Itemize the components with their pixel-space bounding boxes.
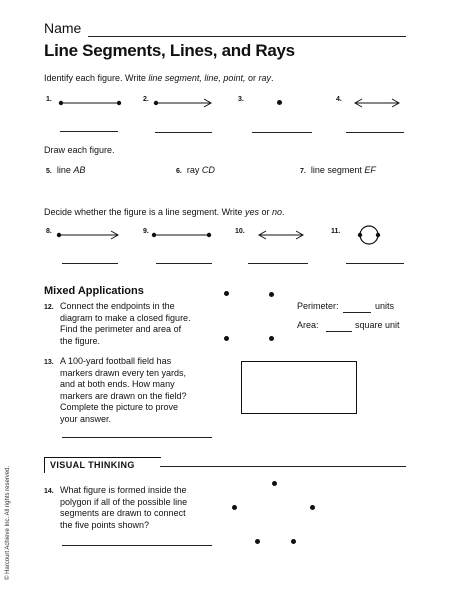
- item-2-number: 2.: [143, 96, 149, 103]
- item-8-number: 8.: [46, 228, 52, 235]
- q13-number: 13.: [44, 359, 54, 366]
- endpoint-dot: [269, 336, 274, 341]
- q13-answer-line[interactable]: [62, 437, 212, 438]
- section2-instructions: Draw each figure.: [44, 145, 115, 155]
- visual-thinking-heading: VISUAL THINKING: [50, 460, 135, 470]
- copyright-notice: © Harcourt Achieve Inc. All rights reserved.: [5, 465, 11, 580]
- item-5: 5. line AB: [46, 165, 86, 175]
- ray-figure: [153, 97, 215, 109]
- area-unit: square unit: [355, 320, 400, 330]
- item-11-number: 11.: [331, 228, 341, 235]
- section3-instructions: Decide whether the figure is a line segment. Write yes or no.: [44, 207, 285, 217]
- item-1-number: 1.: [46, 96, 52, 103]
- name-label: Name: [44, 20, 82, 36]
- endpoint-dot: [269, 292, 274, 297]
- perimeter-unit: units: [375, 301, 395, 311]
- item-9-number: 9.: [143, 228, 149, 235]
- line-figure: [354, 97, 400, 109]
- circle-figure: [356, 223, 382, 247]
- area-label: Area:: [297, 320, 319, 330]
- line-figure: [258, 229, 304, 241]
- point-figure: [277, 100, 282, 105]
- item-3-answer-line[interactable]: [252, 132, 312, 133]
- item-7: 7. line segment EF: [300, 165, 376, 175]
- item-4-number: 4.: [336, 96, 342, 103]
- polygon-point: [272, 481, 277, 486]
- line-segment-figure: [151, 230, 213, 240]
- name-line[interactable]: [88, 36, 406, 37]
- polygon-point: [232, 505, 237, 510]
- polygon-point: [255, 539, 260, 544]
- section1-instructions: Identify each figure. Write line segment, line, point, or ray.: [44, 73, 274, 83]
- q14-text: What figure is formed inside the polygon if all of the possible line segments are drawn to connect the five points shown?: [60, 485, 188, 530]
- polygon-point: [310, 505, 315, 510]
- endpoint-dot: [224, 291, 229, 296]
- line-segment-figure: [58, 98, 124, 108]
- q12-text: Connect the endpoints in the diagram to make a closed figure. Find the perimeter and area of the figure.: [60, 301, 191, 346]
- item-1-answer-line[interactable]: [60, 131, 118, 132]
- item-6: 6. ray CD: [176, 165, 215, 175]
- item-9-answer-line[interactable]: [156, 263, 212, 264]
- q14-answer-line[interactable]: [62, 545, 212, 546]
- visual-thinking-rule: [160, 466, 406, 467]
- area-answer-line[interactable]: [326, 331, 352, 332]
- polygon-point: [291, 539, 296, 544]
- item-2-answer-line[interactable]: [155, 132, 212, 133]
- item-3-number: 3.: [238, 96, 244, 103]
- item-10-number: 10.: [235, 228, 245, 235]
- item-8-answer-line[interactable]: [62, 263, 118, 264]
- page-title: Line Segments, Lines, and Rays: [44, 41, 295, 60]
- q14-number: 14.: [44, 488, 54, 495]
- item-4-answer-line[interactable]: [346, 132, 404, 133]
- item-10-answer-line[interactable]: [248, 263, 308, 264]
- football-field-box[interactable]: [241, 361, 357, 414]
- q12-number: 12.: [44, 304, 54, 311]
- perimeter-label: Perimeter:: [297, 301, 339, 311]
- item-11-answer-line[interactable]: [346, 263, 404, 264]
- ray-figure: [56, 229, 122, 241]
- perimeter-answer-line[interactable]: [343, 312, 371, 313]
- mixed-applications-heading: Mixed Applications: [44, 285, 144, 297]
- q13-text: A 100-yard football field has markers drawn every ten yards, and at both ends. How many markers are drawn on the field? Complete the picture to prove your answer.: [60, 356, 187, 424]
- endpoint-dot: [224, 336, 229, 341]
